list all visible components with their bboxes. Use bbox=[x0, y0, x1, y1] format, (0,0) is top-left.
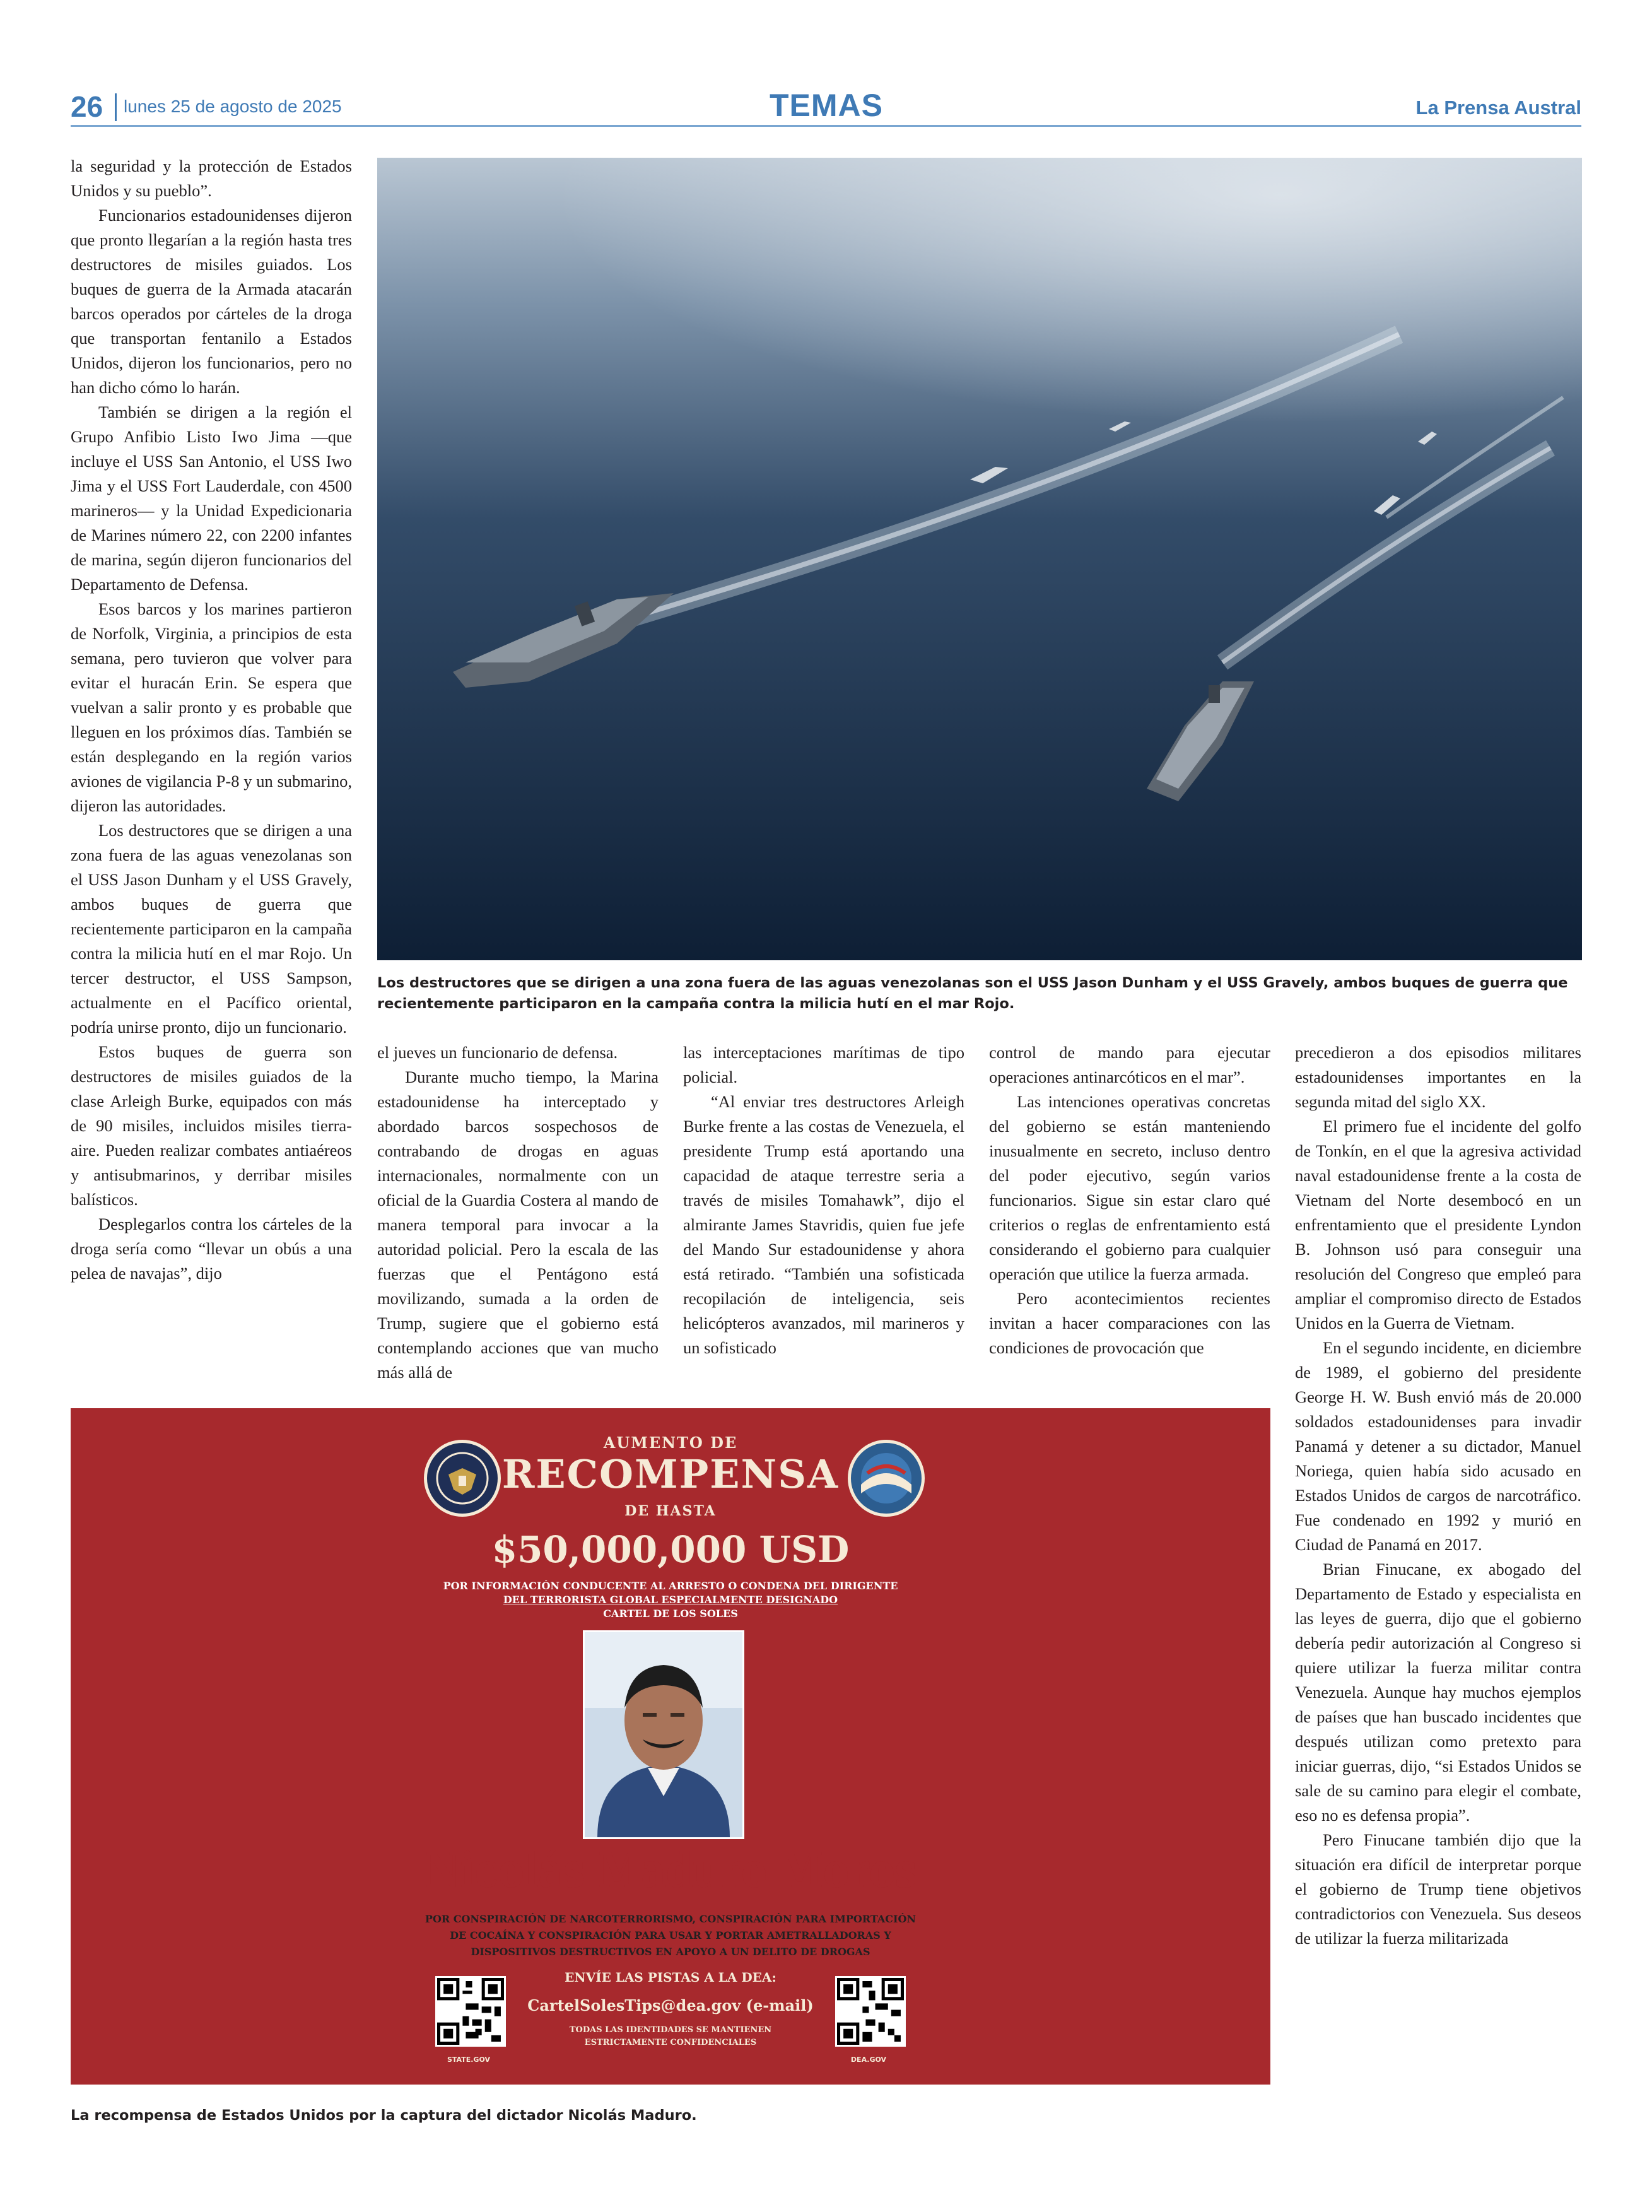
paragraph: la seguridad y la protección de Estados Unidos y su pueblo”. bbox=[71, 156, 352, 200]
reward-caption: La recompensa de Estados Unidos por la captura del dictador Nicolás Maduro. bbox=[71, 2107, 697, 2124]
paragraph: Pero acontecimientos recientes invitan a hacer comparaciones con las condiciones de provocación que bbox=[989, 1289, 1270, 1357]
charges-line-1: POR CONSPIRACIÓN DE NARCOTERRORISMO, CONSPIRACIÓN PARA IMPORTACIÓN bbox=[425, 1913, 917, 1925]
paragraph: Brian Finucane, ex abogado del Departamento de Estado y especialista en las leyes de guerra, dijo que el gobierno debería pedir autorización al Congreso si quiere utilizar la fuerza militar contra Venezuela. Aunque hay muchos ejemplos de países que han buscado incidentes que después utilizan como pretexto para iniciar guerras, dijo, “si Estados Unidos se sale de su camino para elegir el combate, eso no es defensa propia”. bbox=[1295, 1560, 1581, 1825]
page-date: lunes 25 de agosto de 2025 bbox=[124, 97, 342, 116]
paragraph: precedieron a dos episodios militares estadounidenses importantes en la segunda mitad del siglo XX. bbox=[1295, 1043, 1581, 1111]
paragraph: Durante mucho tiempo, la Marina estadounidense ha interceptado y abordado barcos sospechosos de contrabando de drogas en aguas internacionales, normalmente con un oficial de la Guardia Costera al mando de manera temporal para invocar a la autoridad policial. Pero la escala de las fuerzas que el Pentágono está movilizando, sumada a la orden de Trump, sugiere que el gobierno está contemplando acciones que van mucho más allá de bbox=[377, 1068, 659, 1382]
warships-illustration bbox=[377, 158, 1582, 960]
paragraph: También se dirigen a la región el Grupo Anfibio Listo Iwo Jima —que incluye el USS San Antonio, el USS Iwo Jima y el USS Fort Lauderdale, con 4500 marineros— y la Unidad Expedicionaria de Marines número 22, con 2200 infantes de marina, según dijeron funcionarios del Departamento de Defensa. bbox=[71, 403, 352, 594]
maduro-portrait bbox=[583, 1630, 744, 1839]
reward-amount: $50,000,000 USD bbox=[491, 1528, 850, 1571]
warships-photo bbox=[377, 158, 1582, 960]
confidential-line-1: TODAS LAS IDENTIDADES SE MANTIENEN bbox=[569, 2025, 772, 2035]
state-gov-label: STATE.GOV bbox=[447, 2056, 491, 2064]
section-title: TEMAS bbox=[770, 88, 883, 123]
header-separator bbox=[115, 93, 117, 121]
reward-title: RECOMPENSA bbox=[501, 1451, 840, 1497]
reward-info-line-1: POR INFORMACIÓN CONDUCENTE AL ARRESTO O CONDENA DEL DIRIGENTE bbox=[443, 1580, 898, 1592]
paragraph: El primero fue el incidente del golfo de Tonkín, en el que la agresiva actividad naval estadounidense frente a la costa de Vietnam del Norte desembocó en un enfrentamiento que el presidente Lyndon B. Johnson usó para conseguir una resolución del Congreso que empleó para ampliar el compromiso directo de Estados Unidos en la Guerra de Vietnam. bbox=[1295, 1117, 1581, 1332]
tips-header: ENVÍE LAS PISTAS A LA DEA: bbox=[565, 1970, 776, 1985]
dea-gov-qr-code-icon[interactable] bbox=[835, 1976, 906, 2047]
paragraph: Estos buques de guerra son destructores de misiles guiados de la clase Arleigh Burke, equipados con más de 90 misiles, incluidos misiles tierra-aire. Pueden realizar combates antiaéreos y antisubmarinos, y derribar misiles balísticos. bbox=[71, 1042, 352, 1209]
reward-info-line-3: CARTEL DE LOS SOLES bbox=[603, 1608, 738, 1620]
paragraph: el jueves un funcionario de defensa. bbox=[377, 1043, 618, 1062]
photo-caption: Los destructores que se dirigen a una zona fuera de las aguas venezolanas son el USS Jason Dunham y el USS Gravely, ambos buques de guerra que recientemente participaron en la campaña contra la milicia hutí en el mar Rojo. bbox=[377, 975, 1568, 1012]
reward-info-line-2: DEL TERRORISTA GLOBAL ESPECIALMENTE DESIGNADO bbox=[503, 1594, 838, 1606]
state-gov-qr-code-icon[interactable] bbox=[435, 1976, 506, 2047]
confidential-line-2: ESTRICTAMENTE CONFIDENCIALES bbox=[584, 2038, 757, 2047]
paragraph: las interceptaciones marítimas de tipo policial. bbox=[683, 1043, 964, 1086]
dea-gov-label: DEA.GOV bbox=[850, 2056, 887, 2064]
header-rule bbox=[71, 125, 1581, 127]
paragraph: Esos barcos y los marines partieron de Norfolk, Virginia, a principios de esta semana, pero tuvieron que volver para evitar el huracán Erin. Se espera que vuelvan a salir pronto y es probable que lleguen en los próximos días. También se están desplegando en la región varios aviones de vigilancia P-8 y un submarino, dijeron las autoridades. bbox=[71, 599, 352, 815]
article-column-3 bbox=[683, 1040, 964, 1384]
charges-line-3: DISPOSITIVOS DESTRUCTIVOS EN APOYO A UN DELITO DE DROGAS bbox=[471, 1946, 870, 1958]
wanted-name: Nicolás Maduro Moros bbox=[425, 1842, 917, 1898]
paragraph: Los destructores que se dirigen a una zona fuera de las aguas venezolanas son el USS Jason Dunham y el USS Gravely, ambos buques de guerra que recientemente participaron en la campaña contra la milicia hutí en el mar Rojo. Un tercer destructor, el USS Sampson, actualmente en el Pacífico oriental, podría unirse pronto, dijo un funcionario. bbox=[71, 821, 352, 1037]
tips-email[interactable]: CartelSolesTips@dea.gov (e-mail) bbox=[527, 1996, 814, 2015]
charges-line-2: DE COCAÍNA Y CONSPIRACIÓN PARA USAR Y PORTAR AMETRALLADORAS Y bbox=[450, 1929, 891, 1941]
paragraph: Pero Finucane también dijo que la situación era difícil de interpretar porque el gobierno de Trump tiene objetivos contradictorios con Venezuela. Sus deseos de utilizar la fuerza militarizada bbox=[1295, 1830, 1581, 1948]
article-column-5 bbox=[1295, 1040, 1581, 2122]
paragraph: Funcionarios estadounidenses dijeron que pronto llegarían a la región hasta tres destructores de misiles guiados. Los buques de guerra de la Armada atacarán barcos operados por cárteles de la droga que transportan fentanilo a Estados Unidos, dijeron los funcionarios, pero no han dicho cómo lo harán. bbox=[71, 206, 352, 397]
reward-kicker: AUMENTO DE bbox=[603, 1433, 738, 1452]
paragraph: control de mando para ejecutar operaciones antinarcóticos en el mar”. bbox=[989, 1043, 1270, 1086]
article-column-2 bbox=[377, 1040, 659, 1384]
reward-subtitle: DE HASTA bbox=[624, 1503, 717, 1519]
paragraph: Desplegarlos contra los cárteles de la droga sería como “llevar un obús a una pelea de navajas”, dijo bbox=[71, 1215, 352, 1283]
paragraph: Las intenciones operativas concretas del gobierno se están manteniendo inusualmente en secreto, incluso dentro del poder ejecutivo, según varios funcionarios. Sigue sin estar claro qué criterios o reglas de enfrentamiento está considerando el gobierno para cualquier operación que utilice la fuerza armada. bbox=[989, 1092, 1270, 1283]
newspaper-brand: La Prensa Austral bbox=[1415, 97, 1581, 119]
article-column-4 bbox=[989, 1040, 1270, 1384]
reward-poster bbox=[71, 1408, 1270, 2085]
paragraph: “Al enviar tres destructores Arleigh Burke frente a las costas de Venezuela, el presidente Trump está aportando una capacidad de ataque terrestre seria a través de misiles Tomahawk”, dijo el almirante James Stavridis, quien fue jefe del Mando Sur estadounidense y ahora está retirado. “También una sofisticada recopilación de inteligencia, seis helicópteros avanzados, mil marineros y un sofisticado bbox=[683, 1092, 964, 1357]
page-number: 26 bbox=[71, 90, 103, 123]
article-column-1 bbox=[71, 154, 352, 1389]
paragraph: En el segundo incidente, en diciembre de 1989, el gobierno del presidente George H. W. Bush envió más de 20.000 soldados estadounidenses para invadir Panamá y detener a su dictador, Manuel Noriega, quien había sido acusado en Estados Unidos de cargos de narcotráfico. Fue condenado en 1992 y murió en Ciudad de Panamá en 2017. bbox=[1295, 1338, 1581, 1554]
